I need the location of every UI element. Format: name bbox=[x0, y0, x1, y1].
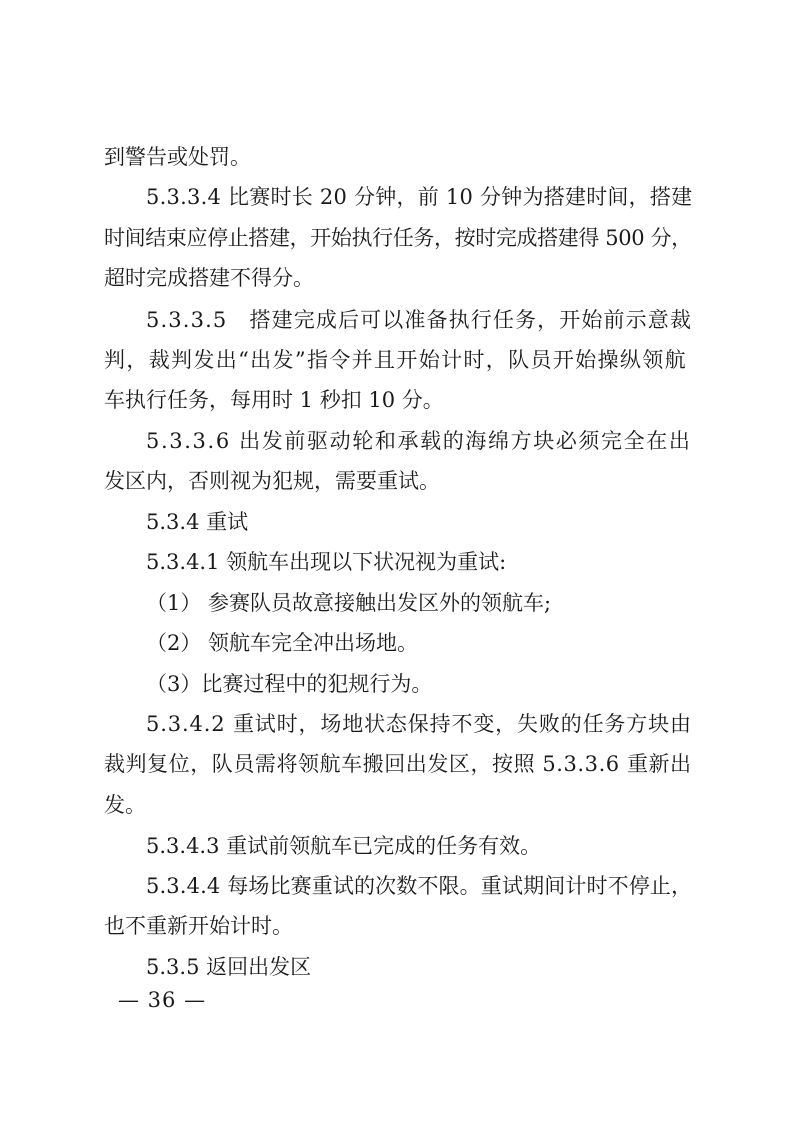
text-line: 5.3.4.4 每场比赛重试的次数不限。重试期间计时不停止， bbox=[146, 874, 693, 898]
text-line: 5.3.3.6 出发前驱动轮和承载的海绵方块必须完全在出 bbox=[146, 429, 692, 453]
text-line: 发。 bbox=[104, 793, 146, 817]
section-heading: 5.3.4 重试 bbox=[146, 510, 249, 534]
text-line: 5.3.4.1 领航车出现以下状况视为重试: bbox=[146, 550, 507, 574]
text-line: 5.3.4.3 重试前领航车已完成的任务有效。 bbox=[146, 834, 542, 858]
text-line: 超时完成搭建不得分。 bbox=[104, 266, 314, 290]
list-item: （1） 参赛队员故意接触出发区外的领航车; bbox=[146, 591, 552, 615]
page-number: — 36 — bbox=[118, 988, 207, 1012]
list-item: （3）比赛过程中的犯规行为。 bbox=[146, 672, 433, 696]
text-line: 5.3.3.4 比赛时长 20 分钟，前 10 分钟为搭建时间，搭建 bbox=[146, 185, 693, 209]
text-line: 裁判复位，队员需将领航车搬回出发区，按照 5.3.3.6 重新出 bbox=[104, 752, 692, 776]
text-line: 时间结束应停止搭建，开始执行任务，按时完成搭建得 500 分， bbox=[104, 226, 692, 250]
text-line: 发区内，否则视为犯规，需要重试。 bbox=[104, 469, 440, 493]
text-line: 5.3.3.5 搭建完成后可以准备执行任务，开始前示意裁 bbox=[146, 308, 693, 332]
section-heading: 5.3.5 返回出发区 bbox=[146, 955, 312, 979]
list-item: （2） 领航车完全冲出场地。 bbox=[146, 631, 419, 655]
text-line: 5.3.4.2 重试时，场地状态保持不变，失败的任务方块由 bbox=[146, 712, 692, 736]
text-line: 车执行任务，每用时 1 秒扣 10 分。 bbox=[104, 388, 444, 412]
text-line: 到警告或处罚。 bbox=[104, 145, 251, 169]
text-line: 也不重新开始计时。 bbox=[104, 914, 293, 938]
text-line: 判，裁判发出“出发”指令并且开始计时，队员开始操纵领航 bbox=[104, 348, 687, 372]
